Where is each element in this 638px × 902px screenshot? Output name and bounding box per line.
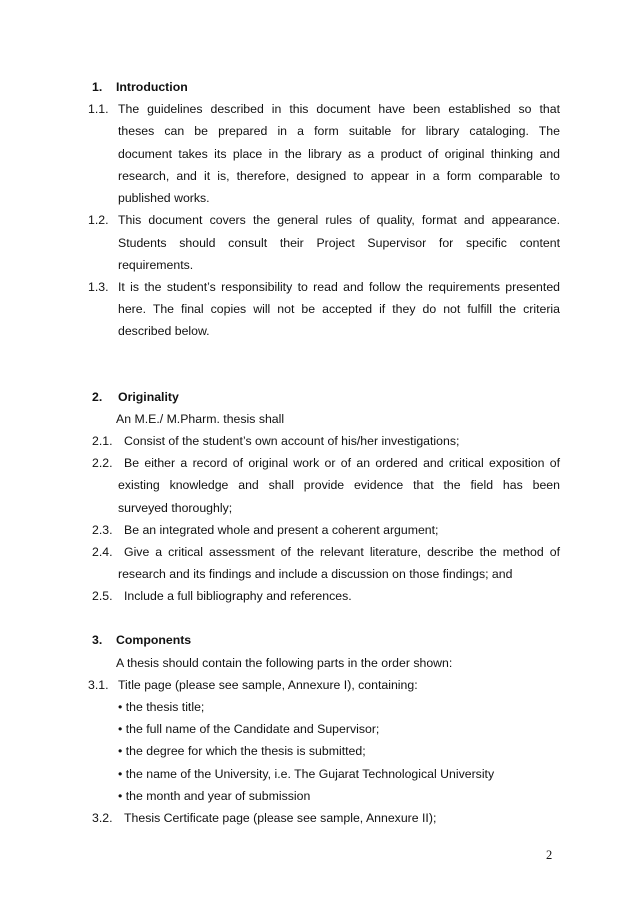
paragraph-line: research and its findings and include a discussion on those findings; and [118, 567, 513, 581]
section-1-title: Introduction [116, 80, 188, 94]
bullet-item: • the month and year of submission [118, 789, 311, 803]
item-number: 2.3. [92, 523, 113, 537]
bullet-item: • the name of the University, i.e. The Gujarat Technological University [118, 767, 495, 781]
paragraph-line: This document covers the general rules of quality, format and appearance. [118, 213, 560, 227]
item-number: 1.2. [88, 213, 109, 227]
page-number: 2 [546, 848, 553, 862]
item-number: 2.2. [92, 456, 113, 470]
item-number: 2.5. [92, 589, 113, 603]
paragraph-line: Consist of the student’s own account of his/her investigations; [124, 434, 460, 448]
section-2-intro: An M.E./ M.Pharm. thesis shall [116, 412, 285, 426]
paragraph-line: The guidelines described in this document have been established so that [118, 102, 560, 116]
paragraph-line: published works. [118, 191, 210, 205]
section-2-title: Originality [118, 390, 179, 404]
bullet-item: • the full name of the Candidate and Supervisor; [118, 722, 380, 736]
paragraph-line: Be an integrated whole and present a coherent argument; [124, 523, 439, 537]
paragraph-line: theses can be prepared in a form suitable for library cataloging. The [118, 124, 560, 138]
paragraph-line: Give a critical assessment of the relevant literature, describe the method of [124, 545, 560, 559]
paragraph-line: research, and it is, therefore, designed to appear in a form comparable to [118, 169, 560, 183]
paragraph-line: described below. [118, 324, 210, 338]
bullet-item: • the thesis title; [118, 700, 205, 714]
paragraph-line: Students should consult their Project Supervisor for specific content [118, 236, 560, 250]
section-1-number: 1. [92, 80, 103, 94]
item-number: 1.1. [88, 102, 109, 116]
item-number: 3.1. [88, 678, 109, 692]
section-2-number: 2. [92, 390, 103, 404]
paragraph-line: surveyed thoroughly; [118, 501, 233, 515]
paragraph-line: Thesis Certificate page (please see sample, Annexure II); [124, 811, 437, 825]
item-number: 2.1. [92, 434, 113, 448]
paragraph-line: document takes its place in the library as a product of original thinking and [118, 147, 560, 161]
section-3-intro: A thesis should contain the following parts in the order shown: [116, 656, 453, 670]
item-number: 1.3. [88, 280, 109, 294]
item-number: 3.2. [92, 811, 113, 825]
paragraph-line: existing knowledge and shall provide evidence that the field has been [118, 478, 560, 492]
paragraph-line: It is the student’s responsibility to read and follow the requirements presented [118, 280, 560, 294]
paragraph-line: requirements. [118, 258, 194, 272]
paragraph-line: here. The final copies will not be accepted if they do not fulfill the criteria [118, 302, 560, 316]
section-3-title: Components [116, 633, 192, 647]
paragraph-line: Include a full bibliography and references. [124, 589, 352, 603]
item-number: 2.4. [92, 545, 113, 559]
section-3-number: 3. [92, 633, 103, 647]
paragraph-line: Title page (please see sample, Annexure I), containing: [118, 678, 418, 692]
paragraph-line: Be either a record of original work or of an ordered and critical exposition of [124, 456, 560, 470]
bullet-item: • the degree for which the thesis is submitted; [118, 744, 366, 758]
